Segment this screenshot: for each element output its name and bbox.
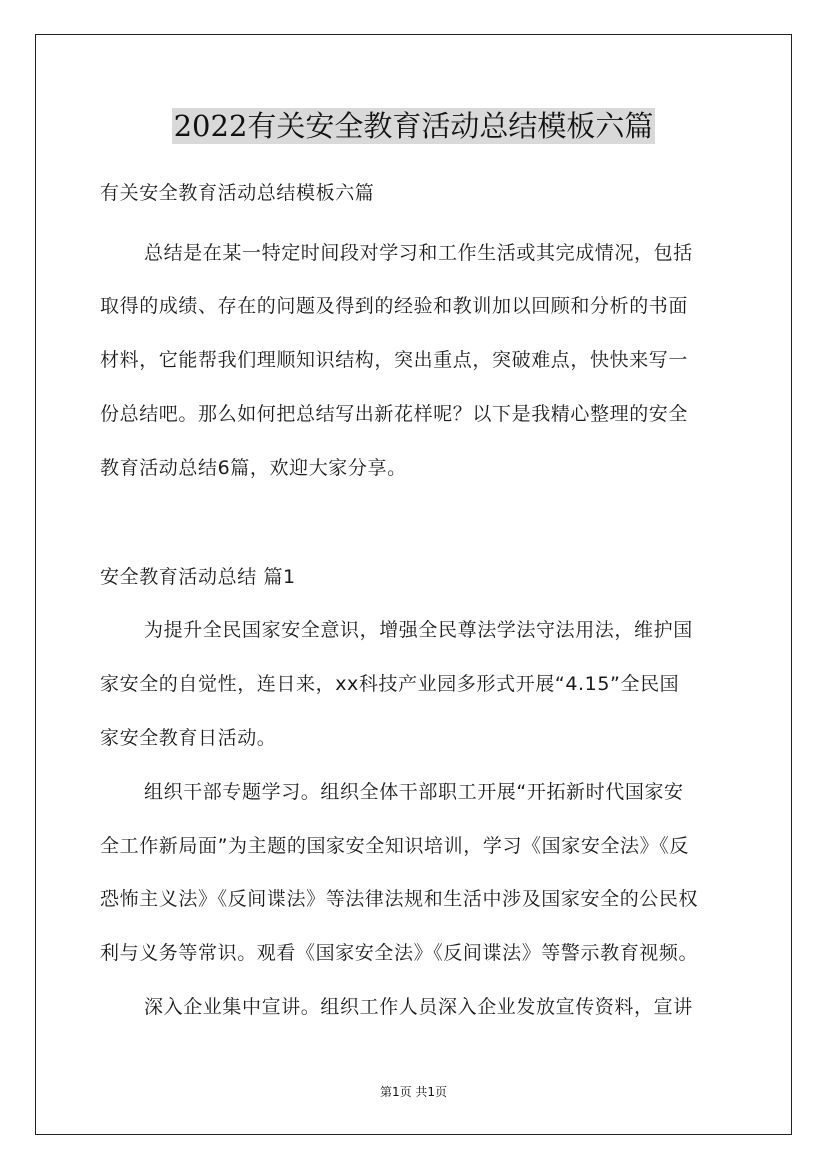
para2-line-2: 全工作新局面”为主题的国家安全知识培训，学习《国家安全法》《反 (100, 835, 689, 857)
section-heading: 安全教育活动总结 篇1 (100, 566, 296, 588)
intro-line-5: 教育活动总结6篇，欢迎大家分享。 (100, 457, 407, 479)
para1-line-1: 为提升全民国家安全意识，增强全民尊法学法守法用法，维护国 (144, 619, 693, 641)
para2-line-1: 组织干部专题学习。组织全体干部职工开展“开拓新时代国家安 (144, 781, 684, 803)
para2-line-4: 利与义务等常识。观看《国家安全法》《反间谍法》等警示教育视频。 (100, 942, 699, 964)
para1-line-2: 家安全的自觉性，连日来，xx科技产业园多形式开展“4.15”全民国 (100, 673, 680, 695)
document-subtitle: 有关安全教育活动总结模板六篇 (100, 182, 375, 204)
para2-line-3: 恐怖主义法》《反间谍法》等法律法规和生活中涉及国家安全的公民权 (100, 888, 699, 910)
document-title-text: 2022有关安全教育活动总结模板六篇 (173, 109, 654, 143)
intro-line-3: 材料，它能帮我们理顺知识结构，突出重点，突破难点，快快来写一 (100, 349, 689, 371)
para3-line-1: 深入企业集中宣讲。组织工作人员深入企业发放宣传资料，宣讲 (144, 996, 693, 1018)
document-title (0, 104, 827, 145)
page-footer: 第1页 共1页 (379, 1085, 448, 1099)
intro-line-2: 取得的成绩、存在的问题及得到的经验和教训加以回顾和分析的书面 (100, 295, 689, 317)
intro-line-1: 总结是在某一特定时间段对学习和工作生活或其完成情况，包括 (144, 242, 693, 264)
intro-line-4: 份总结吧。那么如何把总结写出新花样呢？以下是我精心整理的安全 (100, 403, 689, 425)
para1-line-3: 家安全教育日活动。 (100, 727, 277, 749)
